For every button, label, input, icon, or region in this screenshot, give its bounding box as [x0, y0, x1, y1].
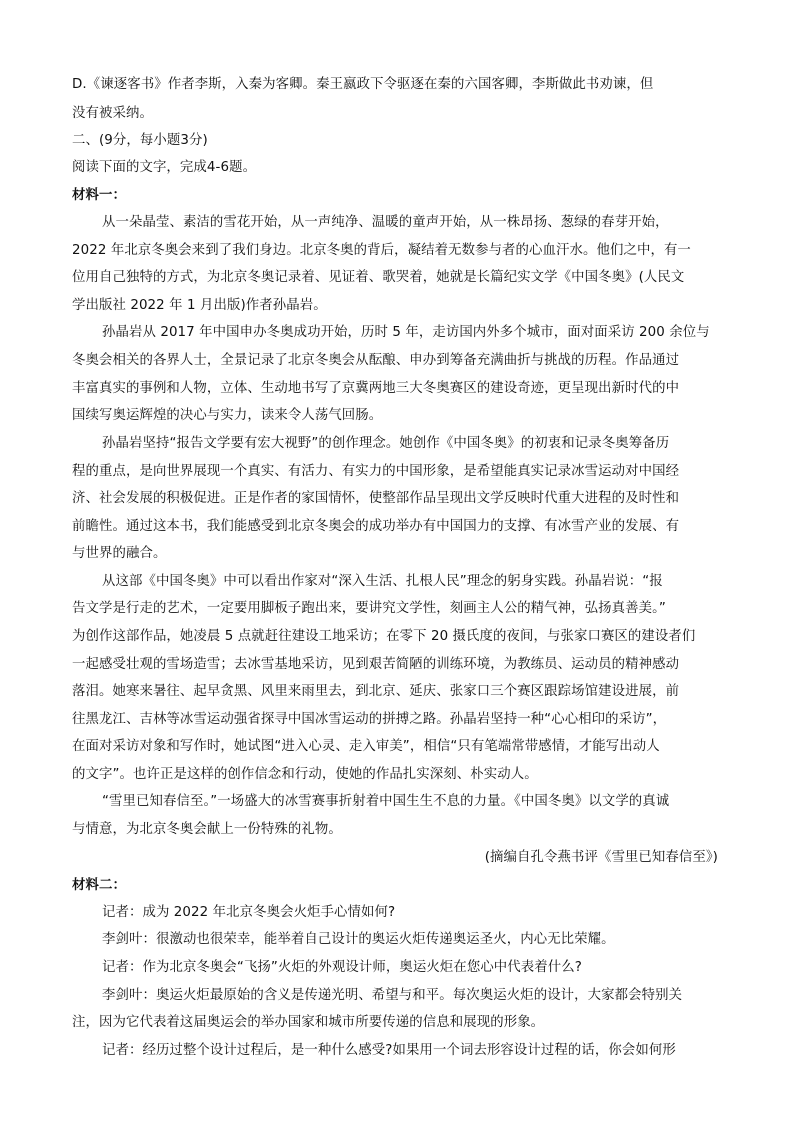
paragraph-line: 2022 年北京冬奥会来到了我们身边。北京冬奥的背后，凝结着无数参与者的心血汗水。他们之中，有一 — [72, 243, 691, 258]
paragraph-line: 冬奥会相关的各界人士，全景记录了北京冬奥会从酝酿、申办到筹备充满曲折与挑战的历程。作品通过 — [72, 353, 680, 368]
paragraph-line: 位用自己独特的方式，为北京冬奥记录着、见证着、歌哭着，她就是长篇纪实文学《中国冬奥》(人民文 — [72, 270, 685, 285]
instruction: 阅读下面的文字，完成4-6题。 — [72, 160, 257, 175]
interview-line: 李剑叶：很激动也很荣幸，能举着自己设计的奥运火炬传递奥运圣火，内心无比荣耀。 — [102, 932, 615, 947]
paragraph-line: 济、社会发展的积极促进。正是作者的家国情怀，使整部作品呈现出文学反映时代重大进程的及时性和 — [72, 491, 680, 506]
paragraph-line: 前瞻性。通过这本书，我们能感受到北京冬奥会的成功举办有中国国力的支撑、有冰雪产业的发展、有 — [72, 519, 680, 534]
paragraph-line: 为创作这部作品，她凌晨 5 点就赶往建设工地采访；在零下 20 摄氏度的夜间，与张家口赛区的建设者们 — [72, 629, 696, 644]
paragraph-line: 告文学是行走的艺术，一定要用脚板子跑出来，要讲究文学性，刻画主人公的精气神，弘扬真善美。” — [72, 601, 666, 616]
paragraph-line: 落泪。她寒来暑往、起早贪黑、风里来雨里去，到北京、延庆、张家口三个赛区跟踪场馆建设进展，前 — [72, 684, 680, 699]
section-heading: 二、(9分，每小题3分) — [72, 133, 208, 148]
paragraph-line: 往黑龙江、吉林等冰雪运动强省探寻中国冰雪运动的拼搏之路。孙晶岩坚持一种“心心相印的采访”， — [72, 712, 667, 727]
paragraph-line: 从一朵晶莹、素洁的雪花开始，从一声纯净、温暖的童声开始，从一株昂扬、葱绿的春芽开始， — [102, 215, 669, 230]
paragraph-line: 孙晶岩从 2017 年中国申办冬奥成功开始，历时 5 年，走访国内外多个城市，面对面采访 200 余位与 — [102, 325, 710, 340]
interview-line: 李剑叶：奥运火炬最原始的含义是传递光明、希望与和平。每次奥运火炬的设计，大家都会特别关 — [102, 988, 683, 1003]
interview-line: 记者：成为 2022 年北京冬奥会火炬手心情如何? — [102, 905, 396, 920]
interview-line: 记者：作为北京冬奥会“飞扬”火炬的外观设计师，奥运火炬在您心中代表着什么? — [102, 960, 582, 975]
paragraph-line: 一起感受壮观的雪场造雪；去冰雪基地采访，见到艰苦简陋的训练环境，为教练员、运动员的精神感动 — [72, 657, 680, 672]
interview-line: 注，因为它代表着这届奥运会的举办国家和城市所要传递的信息和展现的形象。 — [72, 1015, 545, 1030]
option-d-line-2: 没有被采纳。 — [72, 106, 153, 121]
paragraph-line: 丰富真实的事例和人物，立体、生动地书写了京冀两地三大冬奥赛区的建设奇迹，更呈现出新时代的中 — [72, 381, 680, 396]
paragraph-line: 从这部《中国冬奥》中可以看出作家对“深入生活、扎根人民”理念的躬身实践。孙晶岩说：“报 — [102, 574, 663, 589]
paragraph-line: “雪里已知春信至。”一场盛大的冰雪赛事折射着中国生生不息的力量。《中国冬奥》以文学的真诚 — [102, 794, 670, 809]
paragraph-line: 国续写奥运辉煌的决心与实力，读来令人荡气回肠。 — [72, 408, 383, 423]
paragraph-line: 与情意，为北京冬奥会献上一份特殊的礼物。 — [72, 822, 342, 837]
paragraph-line: 学出版社 2022 年 1 月出版)作者孙晶岩。 — [72, 298, 327, 313]
source-citation: (摘编自孔令燕书评《雪里已知春信至》) — [484, 850, 718, 865]
paragraph-line: 孙晶岩坚持“报告文学要有宏大视野”的创作理念。她创作《中国冬奥》的初衷和记录冬奥筹备历 — [102, 436, 670, 451]
interview-line: 记者：经历过整个设计过程后，是一种什么感受?如果用一个词去形容设计过程的话，你会如何形 — [102, 1043, 676, 1058]
option-d-line-1: D.《谏逐客书》作者李斯，入秦为客卿。秦王嬴政下令驱逐在秦的六国客卿，李斯做此书劝谏，但 — [72, 77, 654, 92]
paragraph-line: 在面对采访对象和写作时，她试图“进入心灵、走入审美”，相信“只有笔端常带感情，才能写出动人 — [72, 739, 660, 754]
material-two-label: 材料二： — [72, 878, 126, 893]
paragraph-line: 与世界的融合。 — [72, 546, 167, 561]
material-one-label: 材料一： — [72, 188, 126, 203]
paragraph-line: 的文字”。也许正是这样的创作信念和行动，使她的作品扎实深刻、朴实动人。 — [72, 767, 538, 782]
paragraph-line: 程的重点，是向世界展现一个真实、有活力、有实力的中国形象，是希望能真实记录冰雪运动对中国经 — [72, 464, 680, 479]
